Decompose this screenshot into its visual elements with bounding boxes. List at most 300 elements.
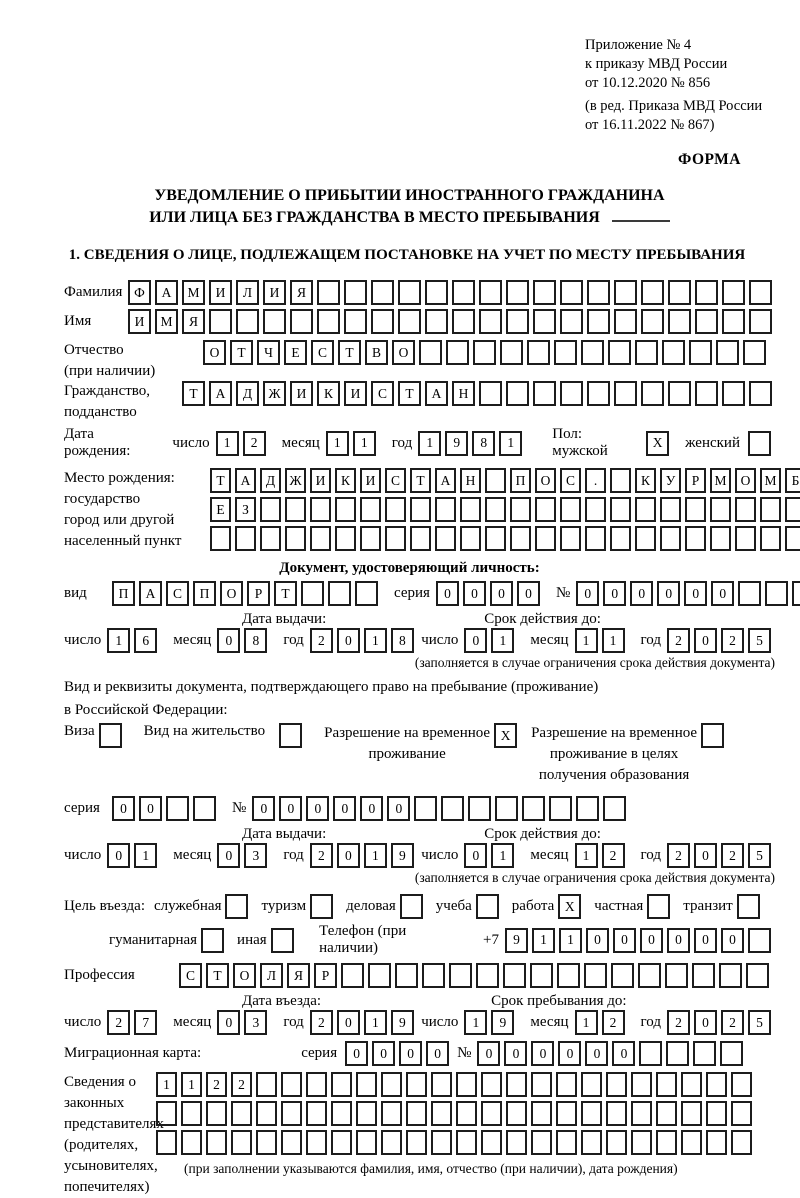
residence-issue-day-cells [107,843,161,868]
char-cell [510,497,531,522]
char-cell: Т [210,468,231,493]
char-cell [710,497,731,522]
day-label: число [64,632,102,648]
char-cell [310,526,331,551]
month-label: месяц [281,434,320,451]
residence-doc-intro2: в Российской Федерации: [64,702,228,718]
char-cell [731,1130,752,1155]
char-cell: 1 [364,628,387,653]
char-cell [610,468,631,493]
char-cell: Ф [128,280,151,305]
char-cell: А [139,581,162,606]
entry-date-label: Дата въезда: [242,993,322,1009]
char-cell: О [233,963,256,988]
char-cell: 0 [667,928,690,953]
char-cell [456,1101,477,1126]
day-label: число [421,632,459,648]
char-cell: 2 [721,628,744,653]
char-cell [446,340,469,365]
char-cell: 1 [464,1010,487,1035]
char-cell: 0 [612,1041,635,1066]
char-cell [585,526,606,551]
char-cell: Т [206,963,229,988]
char-cell [530,963,553,988]
char-cell [398,280,421,305]
char-cell [356,1072,377,1097]
char-cell [344,309,367,334]
char-cell [506,1130,527,1155]
char-cell [560,381,583,406]
char-cell [641,309,664,334]
year-label: год [640,847,661,863]
char-cell: А [209,381,232,406]
char-cell [556,1130,577,1155]
expiry-date-label: Срок действия до: [484,611,601,627]
char-cell: П [510,468,531,493]
char-cell [722,381,745,406]
residence-issue-month-cells [217,843,271,868]
month-label: месяц [173,847,212,863]
birthdate-month-cells [326,431,380,456]
char-cell [581,340,604,365]
visa-checkbox [99,723,122,748]
char-cell [560,526,581,551]
char-cell [256,1130,277,1155]
char-cell [210,526,231,551]
doc-series-cells [436,581,544,606]
char-cell: 1 [602,628,625,653]
char-cell: 0 [694,1010,717,1035]
char-cell [263,309,286,334]
year-label: год [391,434,413,451]
firstname-row [64,309,775,334]
purpose-business-label: деловая [346,898,396,914]
char-cell [533,309,556,334]
char-cell [560,497,581,522]
char-cell [606,1072,627,1097]
char-cell: 3 [244,843,267,868]
char-cell [631,1130,652,1155]
char-cell: Н [452,381,475,406]
doc-type-cells [112,581,382,606]
char-cell: 0 [107,843,130,868]
char-cell [281,1101,302,1126]
residence-issue-year-cells [310,843,418,868]
char-cell: 0 [217,843,240,868]
char-cell: 0 [306,796,329,821]
char-cell: 0 [217,628,240,653]
char-cell: О [220,581,243,606]
representatives-row2-cells [156,1101,756,1126]
char-cell [581,1130,602,1155]
char-cell [468,796,491,821]
profession-label: Профессия [64,967,135,983]
char-cell [522,796,545,821]
female-checkbox [748,431,771,456]
char-cell [281,1130,302,1155]
appendix-line: к приказу МВД России [585,56,728,72]
char-cell: 2 [602,1010,625,1035]
char-cell: С [371,381,394,406]
char-cell [695,381,718,406]
char-cell: 0 [333,796,356,821]
char-cell [760,526,781,551]
char-cell [631,1101,652,1126]
char-cell [181,1101,202,1126]
char-cell [560,309,583,334]
char-cell [193,796,216,821]
entry-dates-row [64,1010,775,1035]
section-1-heading: 1. СВЕДЕНИЯ О ЛИЦЕ, ПОДЛЕЖАЩЕМ ПОСТАНОВКЕ НА УЧЕТ ПО МЕСТУ ПРЕБЫВАНИЯ [68,247,746,263]
char-cell: 1 [364,1010,387,1035]
char-cell [506,309,529,334]
char-cell [371,309,394,334]
char-cell: Ж [285,468,306,493]
char-cell [695,280,718,305]
char-cell [531,1072,552,1097]
char-cell [668,309,691,334]
char-cell: И [344,381,367,406]
char-cell: 5 [748,628,771,653]
char-cell [473,340,496,365]
day-label: число [172,434,210,451]
char-cell [638,963,661,988]
char-cell: П [112,581,135,606]
purpose-row [64,894,775,919]
char-cell: 1 [575,628,598,653]
char-cell [748,928,771,953]
purpose-tourism-checkbox [310,894,333,919]
char-cell [635,340,658,365]
residence-options-row [64,723,775,786]
char-cell [641,381,664,406]
purpose-tourism-label: туризм [261,898,307,914]
char-cell: 0 [345,1041,368,1066]
char-cell [431,1072,452,1097]
char-cell: 1 [559,928,582,953]
char-cell [584,963,607,988]
char-cell [556,1072,577,1097]
char-cell [306,1130,327,1155]
char-cell: 9 [391,1010,414,1035]
char-cell: 0 [279,796,302,821]
char-cell [206,1130,227,1155]
number-label: № [555,585,571,601]
identity-doc-heading: Документ, удостоверяющий личность: [279,560,540,576]
patronymic-cells [203,340,770,365]
identity-dates-row [64,628,775,653]
issue-date-label: Дата выдачи: [242,611,327,627]
char-cell [719,963,742,988]
char-cell [666,1041,689,1066]
char-cell: С [311,340,334,365]
char-cell [381,1130,402,1155]
char-cell [614,280,637,305]
appendix-edit-line: от 16.11.2022 № 867) [585,117,715,133]
char-cell [531,1130,552,1155]
char-cell: А [425,381,448,406]
char-cell: О [203,340,226,365]
residence-expiry-year-cells [667,843,775,868]
purpose-business-checkbox [400,894,423,919]
issue-date-label: Дата выдачи: [242,826,327,842]
char-cell [631,1072,652,1097]
char-cell [695,309,718,334]
char-cell [554,340,577,365]
char-cell: У [660,468,681,493]
char-cell: 0 [387,796,410,821]
char-cell [533,280,556,305]
char-cell: Р [247,581,270,606]
char-cell [656,1130,677,1155]
char-cell [395,963,418,988]
form-title-line2: ИЛИ ЛИЦА БЕЗ ГРАЖДАНСТВА В МЕСТО ПРЕБЫВАНИЯ [44,207,775,229]
char-cell: М [155,309,178,334]
char-cell: 8 [472,431,495,456]
char-cell [662,340,685,365]
char-cell [785,526,800,551]
char-cell [587,280,610,305]
char-cell: 1 [491,628,514,653]
residence-permit-label: Вид на жительство [143,723,266,739]
purpose-private-label: частная [594,898,644,914]
char-cell: 0 [657,581,680,606]
char-cell [260,497,281,522]
char-cell [749,309,772,334]
char-cell [710,526,731,551]
char-cell [510,526,531,551]
month-label: месяц [530,1014,569,1030]
char-cell [260,526,281,551]
char-cell [256,1072,277,1097]
char-cell: 0 [694,628,717,653]
char-cell [692,963,715,988]
char-cell: П [193,581,216,606]
char-cell: Р [314,963,337,988]
char-cell: Т [274,581,297,606]
surname-label: Фамилия [64,284,123,300]
char-cell: 0 [337,843,360,868]
identity-expiry-day-cells [464,628,518,653]
char-cell: В [365,340,388,365]
char-cell: Д [236,381,259,406]
char-cell [317,309,340,334]
char-cell [419,340,442,365]
char-cell: Т [182,381,205,406]
char-cell [209,309,232,334]
char-cell: 0 [585,1041,608,1066]
until-day-cells [464,1010,518,1035]
representatives-label: Сведения о законных представителях (родителях, усыновителях, попечителях) [64,1074,164,1195]
char-cell [576,796,599,821]
series-label: серия [394,585,430,601]
char-cell: Д [260,468,281,493]
char-cell: К [317,381,340,406]
char-cell [206,1101,227,1126]
char-cell: 0 [463,581,486,606]
char-cell: 6 [134,628,157,653]
char-cell [335,526,356,551]
char-cell: 1 [575,1010,598,1035]
phone-cells [505,928,775,953]
char-cell [535,497,556,522]
char-cell [422,963,445,988]
char-cell: 9 [505,928,528,953]
char-cell: 1 [156,1072,177,1097]
char-cell: М [760,468,781,493]
char-cell: 0 [426,1041,449,1066]
char-cell [668,381,691,406]
char-cell: 1 [499,431,522,456]
sex-male-label: Пол: мужской [552,426,608,459]
doc-number-cells [576,581,800,606]
char-cell [431,1130,452,1155]
char-cell: 2 [231,1072,252,1097]
char-cell: 3 [244,1010,267,1035]
char-cell [285,497,306,522]
char-cell: А [435,468,456,493]
char-cell: Л [236,280,259,305]
number-label: № [457,1045,472,1061]
char-cell: 1 [491,843,514,868]
purpose-study-checkbox [476,894,499,919]
firstname-cells [128,309,776,334]
purpose-other-checkbox [271,928,294,953]
char-cell: 0 [576,581,599,606]
phone-prefix: +7 [483,931,499,948]
char-cell [506,1101,527,1126]
char-cell [706,1130,727,1155]
char-cell [635,526,656,551]
migration-number-cells [477,1041,747,1066]
char-cell: 0 [694,843,717,868]
form-title-line1: УВЕДОМЛЕНИЕ О ПРИБЫТИИ ИНОСТРАННОГО ГРАЖДАНИНА [154,187,665,204]
char-cell [557,963,580,988]
year-label: год [283,847,304,863]
char-cell [449,963,472,988]
char-cell: 2 [667,1010,690,1035]
char-cell [355,581,378,606]
char-cell [706,1101,727,1126]
char-cell [460,497,481,522]
char-cell: 2 [310,843,333,868]
representatives-row3-cells [156,1130,756,1155]
char-cell [585,497,606,522]
char-cell [608,340,631,365]
char-cell: К [635,468,656,493]
char-cell [485,526,506,551]
patronymic-label: Отчество (при наличии) [64,342,156,379]
char-cell [681,1101,702,1126]
char-cell [356,1101,377,1126]
purpose-official-checkbox [225,894,248,919]
birthdate-label: Дата рождения: [64,426,131,459]
purpose-official-label: служебная [153,898,222,914]
year-label: год [283,632,304,648]
char-cell [503,963,526,988]
char-cell [406,1072,427,1097]
expiry-date-label: Срок действия до: [484,826,601,842]
phone-label: Телефон (при наличии) [319,923,407,956]
char-cell: 2 [721,1010,744,1035]
char-cell: 5 [748,1010,771,1035]
char-cell [485,497,506,522]
char-cell [660,497,681,522]
char-cell [527,340,550,365]
residence-number-cells [252,796,630,821]
char-cell: И [310,468,331,493]
char-cell: И [290,381,313,406]
char-cell: Е [210,497,231,522]
char-cell [722,280,745,305]
month-label: месяц [530,632,569,648]
char-cell [556,1101,577,1126]
sex-female-label: женский [685,434,740,451]
char-cell [531,1101,552,1126]
residence-expiry-note: (заполняется в случае ограничения срока действия документа) [414,870,775,885]
char-cell [668,280,691,305]
char-cell: 5 [748,843,771,868]
char-cell [611,963,634,988]
purpose-transit-label: транзит [683,898,733,914]
char-cell [606,1130,627,1155]
char-cell: Я [290,280,313,305]
char-cell: И [128,309,151,334]
char-cell [792,581,800,606]
temp-residence-edu-label: Разрешение на временное проживание в целях получения образования [531,725,698,783]
char-cell [341,963,364,988]
char-cell [716,340,739,365]
char-cell [610,497,631,522]
char-cell [722,309,745,334]
birthdate-row [64,426,775,460]
char-cell: И [263,280,286,305]
char-cell: 0 [436,581,459,606]
birthplace-block [64,468,800,552]
char-cell [743,340,766,365]
char-cell [506,1072,527,1097]
char-cell [236,309,259,334]
day-label: число [64,847,102,863]
char-cell: Я [182,309,205,334]
char-cell: 0 [694,928,717,953]
migration-card-label: Миграционная карта: [64,1045,202,1061]
purpose-work-label: работа [511,898,555,914]
char-cell [506,381,529,406]
char-cell: 0 [531,1041,554,1066]
identity-expiry-month-cells [575,628,629,653]
char-cell: 2 [667,843,690,868]
char-cell [156,1130,177,1155]
birthplace-rows [210,468,800,551]
entry-month-cells [217,1010,271,1035]
residence-expiry-day-cells [464,843,518,868]
char-cell: 0 [517,581,540,606]
identity-issue-year-cells [310,628,418,653]
representatives-row1-cells [156,1072,756,1097]
char-cell [587,381,610,406]
char-cell: 1 [532,928,555,953]
char-cell [765,581,788,606]
char-cell: К [335,468,356,493]
char-cell: 0 [711,581,734,606]
birthplace-row1-cells [210,468,800,493]
char-cell: 0 [112,796,135,821]
char-cell: Е [284,340,307,365]
char-cell: 0 [630,581,653,606]
char-cell: 9 [391,843,414,868]
char-cell: Л [260,963,283,988]
